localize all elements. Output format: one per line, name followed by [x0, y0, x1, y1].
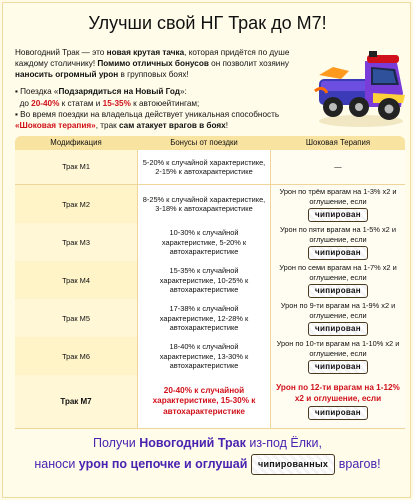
- ability-effect: сам атакует врагов в боях: [119, 120, 226, 130]
- chipped-badge: чипирован: [308, 322, 368, 336]
- table-row: [15, 150, 405, 185]
- chain-damage: урон по цепочке и оглушай: [78, 457, 248, 471]
- row-shock: [271, 223, 405, 262]
- row-bonus: 18-40% к случайной характеристике, 13-30% к автохарактеристике: [137, 337, 271, 376]
- truck-name: Новогодний Трак: [139, 436, 246, 450]
- header-bonuses: Бонусы от поездки: [170, 138, 238, 148]
- chipped-badge: чипирован: [308, 360, 368, 374]
- feature-stats: [15, 99, 305, 110]
- row-shock: [271, 375, 405, 428]
- intro-bold: Помимо отличных бонусов: [97, 59, 209, 68]
- intro-part: , которая придётся по душе каждому столичнику!: [15, 48, 290, 68]
- shock-text: Урон по 12-ти врагам на 1-12% x2 и оглушение, если: [276, 383, 400, 403]
- row-name: Трак М7: [15, 375, 137, 428]
- intro-part: в групповых боях!: [118, 70, 189, 79]
- table-row-m7: [15, 375, 405, 429]
- text: врагов!: [335, 457, 381, 471]
- row-name: Трак М3: [15, 223, 137, 262]
- text: !: [225, 120, 228, 130]
- row-shock: [271, 299, 405, 338]
- chipped-badge: чипирован: [308, 406, 368, 420]
- row-shock: [271, 261, 405, 300]
- text: до: [19, 98, 32, 108]
- shock-text: Урон по 9-ти врагам на 1-9% x2 и оглушение, если: [280, 301, 396, 320]
- text: ▪ Во время поездки на владельца действует уникальная способность: [15, 110, 280, 119]
- intro-text: [15, 47, 300, 80]
- text: , трак: [95, 120, 119, 130]
- shock-text: Урон по 10-ти врагам на 1-10% x2 и оглушение, если: [276, 339, 400, 358]
- ability-name: «Шоковая терапия»: [15, 120, 96, 130]
- row-bonus: 15-35% к случайной характеристике, 10-25% к автохарактеристике: [137, 261, 271, 300]
- row-bonus: 20-40% к случайной характеристике, 15-30% к автохарактеристике: [137, 375, 271, 428]
- table-row: [15, 299, 405, 337]
- text: »:: [179, 87, 187, 96]
- row-bonus: 5-20% к случайной характеристике, 2-15% к автохарактеристике: [137, 150, 271, 184]
- row-shock: [271, 337, 405, 376]
- text: к статам и: [59, 98, 103, 108]
- table-row: [15, 337, 405, 375]
- ride-name: Подзарядиться на Новый Год: [58, 87, 180, 96]
- row-bonus: 10-30% к случайной характеристике, 5-20% к автохарактеристике: [137, 223, 271, 262]
- chipped-badge: чипирован: [308, 208, 368, 222]
- row-bonus: 17-38% к случайной характеристике, 12-28% к автохарактеристике: [137, 299, 271, 338]
- text: Получи: [93, 436, 140, 450]
- row-name: Трак М1: [15, 150, 137, 184]
- text: из-под Ёлки,: [245, 436, 322, 450]
- page: [2, 2, 411, 498]
- footer-promo: [3, 435, 412, 475]
- row-shock: [271, 185, 405, 224]
- shock-text: —: [334, 162, 342, 172]
- row-name: Трак М4: [15, 261, 137, 300]
- intro-bold: новая крутая тачка: [106, 48, 185, 57]
- row-name: Трак М2: [15, 185, 137, 224]
- shock-text: Урон по трём врагам на 1-3% x2 и оглушение, если: [279, 187, 397, 206]
- chipped-badge: чипирован: [308, 246, 368, 260]
- table-row: [15, 185, 405, 223]
- footer-line-1: [3, 435, 412, 452]
- auto-range: 15-35%: [102, 98, 131, 108]
- shock-text: Урон по пяти врагам на 1-5% x2 и оглушение, если: [280, 225, 396, 244]
- text: ▪ Поездка «: [15, 87, 59, 96]
- header-modification: Модификация: [50, 138, 102, 148]
- page-title: Улучши свой НГ Трак до М7!: [88, 13, 327, 33]
- feature-shock: [15, 110, 305, 131]
- stat-range: 20-40%: [31, 98, 60, 108]
- table-header: [15, 136, 405, 150]
- row-bonus: 8-25% к случайной характеристике, 3-18% к автохарактеристике: [137, 185, 271, 224]
- features-list: [15, 87, 305, 132]
- intro-part: он позволит хозяину: [208, 59, 289, 68]
- intro-bold: наносить огромный урон: [15, 70, 119, 79]
- new-year-truck-icon: [313, 41, 409, 131]
- row-name: Трак М5: [15, 299, 137, 338]
- header-shock: Шоковая Терапия: [305, 138, 371, 148]
- intro-part: Новогодний Трак — это: [15, 48, 107, 57]
- feature-ride: [15, 87, 305, 98]
- text: наноси: [34, 457, 79, 471]
- chipped-badge: чипирован: [308, 284, 368, 298]
- modifications-table: [15, 136, 405, 429]
- table-row: [15, 261, 405, 299]
- footer-line-2: [3, 452, 412, 475]
- row-name: Трак М6: [15, 337, 137, 376]
- shock-text: Урон по семи врагам на 1-7% x2 и оглушение, если: [279, 263, 397, 282]
- chipped-badge: чипированных: [251, 454, 335, 475]
- text: к автоюейтингам;: [130, 98, 200, 108]
- row-shock: [271, 150, 405, 184]
- table-row: [15, 223, 405, 261]
